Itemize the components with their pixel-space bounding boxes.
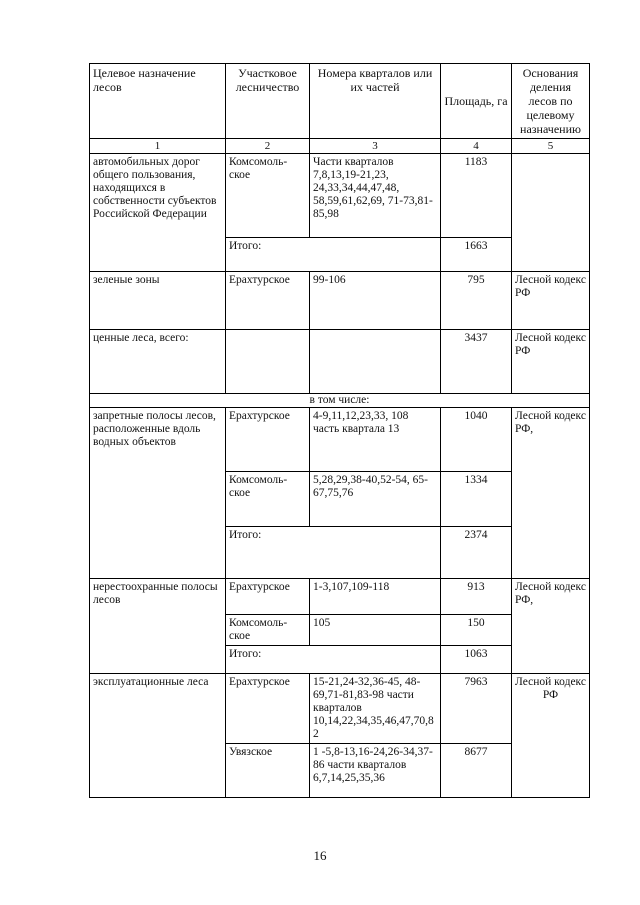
table-row — [90, 674, 590, 744]
column-number-row — [90, 139, 590, 154]
total-label: Итого: — [226, 646, 441, 674]
district-cell: Увязское — [226, 744, 310, 798]
quarters-cell: 5,28,29,38-40,52-54, 65-67,75,76 — [310, 472, 441, 527]
district-cell: Комсомоль-ское — [226, 154, 310, 238]
purpose-cell: эксплуатационные леса — [90, 674, 226, 798]
basis-cell — [512, 154, 590, 272]
table-row — [90, 272, 590, 330]
quarters-cell: 1-3,107,109-118 — [310, 579, 441, 615]
district-cell: Ерахтурское — [226, 674, 310, 744]
quarters-cell: 99-106 — [310, 272, 441, 330]
including-label: в том числе: — [90, 394, 590, 408]
area-cell: 795 — [441, 272, 512, 330]
header-basis: Основания деления лесов по целевому назначению — [512, 64, 590, 139]
purpose-cell: автомобильных дорог общего пользования, находящихся в собственности субъектов Российской Федерации — [90, 154, 226, 272]
district-cell: Комсомоль-ское — [226, 472, 310, 527]
header-quarters: Номера кварталов или их частей — [310, 64, 441, 139]
table-row — [90, 330, 590, 394]
district-cell: Ерахтурское — [226, 272, 310, 330]
district-cell — [226, 330, 310, 394]
basis-cell: Лесной кодекс РФ — [512, 272, 590, 330]
quarters-cell: 4-9,11,12,23,33, 108 часть квартала 13 — [310, 408, 441, 472]
quarters-cell: 15-21,24-32,36-45, 48-69,71-81,83-98 части кварталов 10,14,22,34,35,46,47,70,8 2 — [310, 674, 441, 744]
purpose-cell: запретные полосы лесов, расположенные вдоль водных объектов — [90, 408, 226, 579]
purpose-cell: зеленые зоны — [90, 272, 226, 330]
area-cell: 1040 — [441, 408, 512, 472]
forest-purpose-table — [89, 63, 590, 798]
area-cell: 1183 — [441, 154, 512, 238]
table-row — [90, 154, 590, 238]
column-number: 5 — [512, 139, 590, 154]
area-cell: 7963 — [441, 674, 512, 744]
column-number: 4 — [441, 139, 512, 154]
basis-cell: Лесной кодекс РФ — [512, 330, 590, 394]
column-number: 1 — [90, 139, 226, 154]
header-area: Площадь, га — [441, 64, 512, 139]
quarters-cell: 1 -5,8-13,16-24,26-34,37-86 части кварталов 6,7,14,25,35,36 — [310, 744, 441, 798]
page-number: 16 — [313, 848, 327, 863]
area-cell: 150 — [441, 615, 512, 646]
area-cell: 913 — [441, 579, 512, 615]
district-cell: Ерахтурское — [226, 408, 310, 472]
total-label: Итого: — [226, 238, 441, 272]
district-cell: Ерахтурское — [226, 579, 310, 615]
basis-cell: Лесной кодекс РФ, — [512, 408, 590, 579]
header-row — [90, 64, 590, 139]
total-area: 1663 — [441, 238, 512, 272]
total-area: 2374 — [441, 527, 512, 579]
table-row — [90, 408, 590, 472]
header-district: Участковое лесничество — [226, 64, 310, 139]
total-label: Итого: — [226, 527, 441, 579]
total-area: 1063 — [441, 646, 512, 674]
basis-cell: Лесной кодекс РФ — [512, 674, 590, 798]
area-cell: 8677 — [441, 744, 512, 798]
header-purpose: Целевое назначение лесов — [90, 64, 226, 139]
quarters-cell: Части кварталов 7,8,13,19-21,23, 24,33,34,44,47,48, 58,59,61,62,69, 71-73,81-85,98 — [310, 154, 441, 238]
basis-cell: Лесной кодекс РФ, — [512, 579, 590, 674]
district-cell: Комсомоль-ское — [226, 615, 310, 646]
quarters-cell — [310, 330, 441, 394]
purpose-cell: нерестоохранные полосы лесов — [90, 579, 226, 674]
column-number: 2 — [226, 139, 310, 154]
purpose-cell: ценные леса, всего: — [90, 330, 226, 394]
table-row — [90, 579, 590, 615]
table-row — [90, 394, 590, 408]
area-cell: 1334 — [441, 472, 512, 527]
column-number: 3 — [310, 139, 441, 154]
quarters-cell: 105 — [310, 615, 441, 646]
area-cell: 3437 — [441, 330, 512, 394]
